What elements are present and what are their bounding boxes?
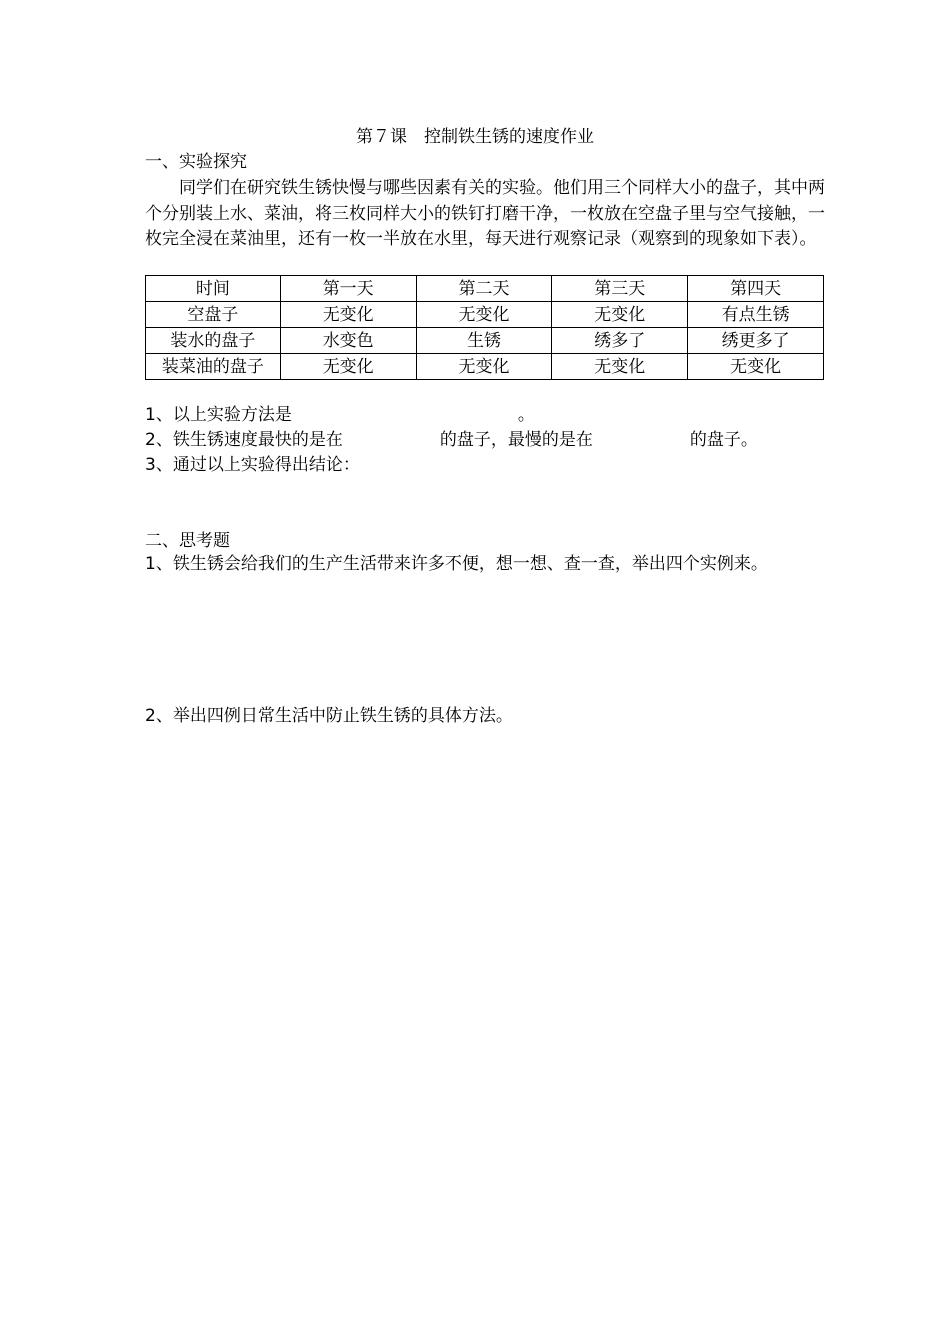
table-cell: 有点生锈	[688, 302, 824, 328]
section-1-heading: 一、实验探究	[145, 152, 247, 172]
page-title: 第７课 控制铁生锈的速度作业	[356, 127, 594, 147]
table-row-label: 装菜油的盘子	[146, 354, 281, 380]
answer-area-prevention[interactable]	[145, 732, 825, 932]
question-2-1: 1、铁生锈会给我们的生产生活带来许多不便，想一想、查一查，举出四个实例来。	[145, 554, 768, 574]
table-cell: 生锈	[416, 328, 552, 354]
question-1-1-suffix: 。	[517, 405, 535, 425]
table-header-cell: 第四天	[688, 276, 824, 302]
table-cell: 无变化	[280, 302, 416, 328]
table-header-cell: 第三天	[552, 276, 688, 302]
table-cell: 无变化	[416, 354, 552, 380]
table-header-cell: 时间	[146, 276, 281, 302]
table-cell: 无变化	[552, 354, 688, 380]
table-cell: 无变化	[688, 354, 824, 380]
question-1-3: 3、通过以上实验得出结论：	[145, 455, 360, 475]
question-1-2-middle: 的盘子，最慢的是在	[439, 430, 593, 450]
table-row-label: 空盘子	[146, 302, 281, 328]
table-header-row	[146, 276, 824, 302]
question-1-1	[145, 404, 535, 426]
section-2-heading: 二、思考题	[145, 531, 230, 551]
table-row-label: 装水的盘子	[146, 328, 281, 354]
table-header-cell: 第二天	[416, 276, 552, 302]
question-2-2: 2、举出四例日常生活中防止铁生锈的具体方法。	[145, 706, 513, 726]
table-header-cell: 第一天	[280, 276, 416, 302]
answer-area-examples[interactable]	[145, 606, 825, 702]
experiment-intro: 同学们在研究铁生锈快慢与哪些因素有关的实验。他们用三个同样大小的盘子，其中两个分别装上水、菜油，将三枚同样大小的铁钉打磨干净，一枚放在空盘子里与空气接触，一枚完全浸在菜油里，还有一枚一半放在水里，每天进行观察记录（观察到的现象如下表）。	[145, 178, 825, 249]
table-cell: 无变化	[416, 302, 552, 328]
question-1-2-prefix: 2、铁生锈速度最快的是在	[145, 430, 343, 450]
table-cell: 无变化	[280, 354, 416, 380]
table-cell: 绣更多了	[688, 328, 824, 354]
table-cell: 无变化	[552, 302, 688, 328]
question-1-1-prefix: 1、以上实验方法是	[145, 405, 292, 425]
table-cell: 绣多了	[552, 328, 688, 354]
table-row	[146, 302, 824, 328]
answer-area-conclusion[interactable]	[145, 480, 825, 524]
observation-table	[145, 275, 824, 380]
question-1-2-suffix: 的盘子。	[689, 430, 758, 450]
question-1-2	[145, 429, 758, 451]
table-cell: 水变色	[280, 328, 416, 354]
table-row	[146, 354, 824, 380]
table-row	[146, 328, 824, 354]
